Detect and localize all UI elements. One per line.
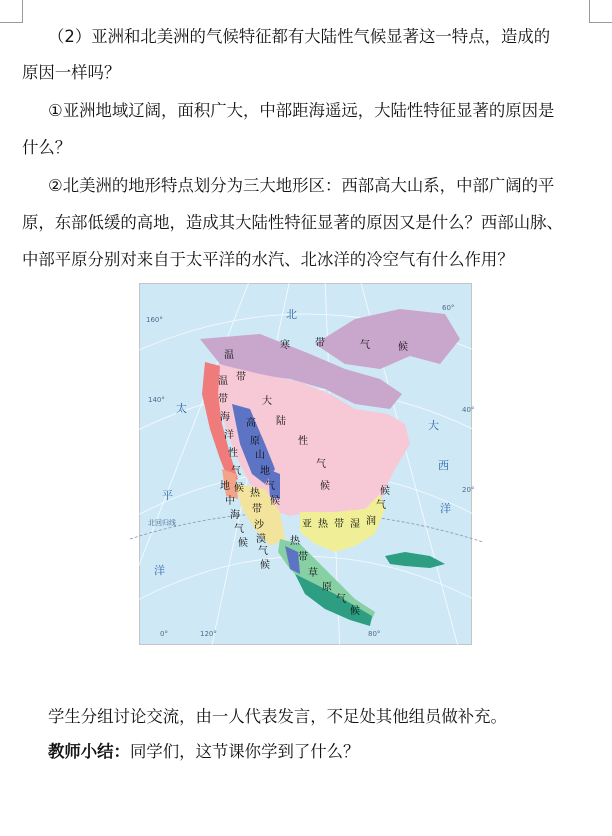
label-marine-char-1: 带 xyxy=(218,394,228,405)
label-subtropical-char-2: 带 xyxy=(334,519,344,530)
label-degree-5: 20° xyxy=(462,486,475,494)
label-plateau-char-2: 山 xyxy=(255,450,265,461)
label-cold-char-1: 带 xyxy=(315,338,325,349)
label-degree-3: 120° xyxy=(200,630,217,638)
label-plateau-char-0: 高 xyxy=(246,418,256,429)
label-ocean-arctic: 北 xyxy=(286,308,297,321)
label-degree-0: 140° xyxy=(148,396,165,404)
label-subtropical-char-4: 润 xyxy=(366,516,376,527)
greenland-cold-zone xyxy=(315,309,460,369)
label-mediterranean-char-4: 候 xyxy=(238,538,248,549)
label-degree-2: 160° xyxy=(146,316,163,324)
summary-line xyxy=(48,742,582,762)
label-plateau-char-1: 原 xyxy=(250,436,260,447)
label-cold-char-3: 候 xyxy=(398,342,408,353)
label-marine-char-4: 性 xyxy=(228,448,238,459)
caribbean-islands xyxy=(385,552,445,568)
label-marine-char-3: 洋 xyxy=(224,430,234,441)
label-temperate-continental-char-4: 性 xyxy=(298,436,308,447)
label-temperate-continental-char-2: 大 xyxy=(262,396,272,407)
north-america-climate-map xyxy=(139,283,475,645)
label-ocean-pacific-char-0: 太 xyxy=(176,402,187,415)
label-savanna-char-4: 气 xyxy=(336,594,346,605)
label-ocean-atlantic-char-1: 西 xyxy=(438,459,449,472)
discussion-line: 学生分组讨论交流，由一人代表发言，不足处其他组员做补充。 xyxy=(48,707,507,726)
label-degree-4: 80° xyxy=(368,630,381,638)
page-corner-mark-top-left xyxy=(0,0,23,23)
label-marine-char-5: 气 xyxy=(231,466,241,477)
label-subtropical-char-5: 气 xyxy=(376,500,386,511)
label-subtropical-char-3: 湿 xyxy=(350,519,360,530)
label-temperate-continental-char-6: 候 xyxy=(320,481,330,492)
label-desert-char-3: 漠 xyxy=(256,534,266,545)
label-subtropical-char-0: 亚 xyxy=(302,519,312,530)
label-marine-char-0: 温 xyxy=(218,376,228,387)
label-desert-char-4: 气 xyxy=(258,546,268,557)
label-mediterranean-char-1: 中 xyxy=(225,496,235,507)
label-desert-char-1: 带 xyxy=(252,504,262,515)
label-tropic: 北回归线 xyxy=(148,519,176,527)
label-temperate-continental-char-5: 气 xyxy=(316,459,326,470)
label-degree-7: 60° xyxy=(442,304,455,312)
label-marine-char-6: 候 xyxy=(234,483,244,494)
label-cold-char-2: 气 xyxy=(360,340,370,351)
label-savanna-char-1: 带 xyxy=(298,552,308,563)
label-plateau-char-5: 候 xyxy=(270,496,280,507)
label-marine-char-2: 海 xyxy=(220,412,230,423)
label-degree-6: 0° xyxy=(160,630,168,638)
label-desert-char-5: 候 xyxy=(260,560,270,571)
sub-question-2-line-1: ②北美洲的地形特点划分为三大地形区：西部高大山系，中部广阔的平 xyxy=(48,176,555,195)
label-plateau-char-3: 地 xyxy=(260,466,270,477)
label-mediterranean-char-2: 海 xyxy=(230,510,240,521)
label-subtropical-char-6: 候 xyxy=(380,486,390,497)
label-desert-char-0: 热 xyxy=(250,488,260,499)
label-temperate-continental-char-1: 带 xyxy=(236,372,246,383)
label-savanna-char-5: 候 xyxy=(350,606,360,617)
label-ocean-atlantic-char-0: 大 xyxy=(428,419,439,432)
label-ocean-pacific-char-2: 洋 xyxy=(154,564,165,577)
label-mediterranean-char-3: 气 xyxy=(234,524,244,535)
summary-text: 同学们，这节课你学到了什么？ xyxy=(129,742,360,761)
label-subtropical-char-1: 热 xyxy=(318,519,328,530)
sub-question-2-line-2: 原，东部低缓的高地，造成其大陆性特征显著的原因又是什么？西部山脉、 xyxy=(22,213,563,232)
label-savanna-char-3: 原 xyxy=(322,582,332,593)
label-savanna-char-0: 热 xyxy=(290,536,300,547)
label-savanna-char-2: 草 xyxy=(308,568,318,579)
sub-question-2-line-3: 中部平原分别对来自于太平洋的水汽、北冰洋的冷空气有什么作用？ xyxy=(22,250,514,269)
label-ocean-pacific-char-1: 平 xyxy=(162,489,173,502)
label-cold-char-0: 寒 xyxy=(280,340,290,351)
question-2-line-1: （2）亚洲和北美洲的气候特征都有大陆性气候显著这一特点，造成的 xyxy=(48,27,551,46)
label-degree-1: 40° xyxy=(462,406,475,414)
label-ocean-atlantic-char-2: 洋 xyxy=(440,502,451,515)
sub-question-1-line-1: ①亚洲地域辽阔，面积广大，中部距海遥远，大陆性特征显著的原因是 xyxy=(48,101,555,120)
label-plateau-char-4: 气 xyxy=(265,481,275,492)
page-corner-mark-top-right xyxy=(589,0,612,23)
label-mediterranean-char-0: 地 xyxy=(220,481,230,492)
label-desert-char-2: 沙 xyxy=(254,520,264,531)
sub-question-1-line-2: 什么？ xyxy=(22,138,72,157)
question-2-line-2: 原因一样吗？ xyxy=(22,63,121,82)
label-temperate-continental-char-0: 温 xyxy=(224,350,234,361)
label-temperate-continental-char-3: 陆 xyxy=(276,416,286,427)
summary-label: 教师小结： xyxy=(48,742,130,761)
